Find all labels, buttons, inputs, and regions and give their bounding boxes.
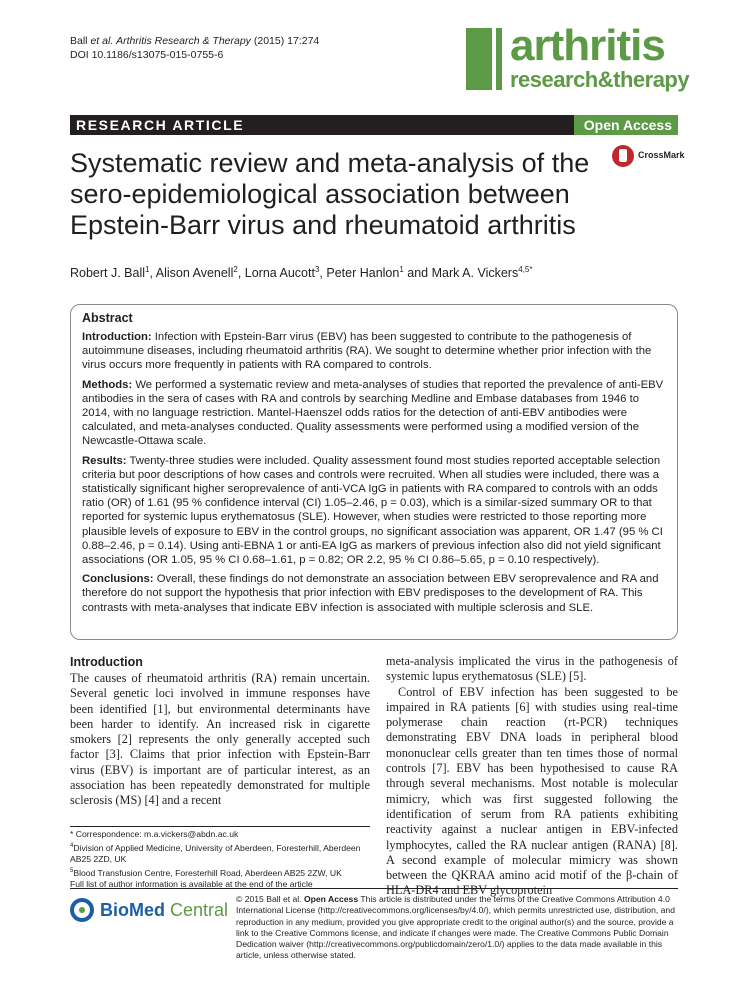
affiliation-text: Blood Transfusion Centre, Foresterhill Road, Aberdeen AB25 2ZW, UK — [73, 867, 342, 878]
body-paragraph: The causes of rheumatoid arthritis (RA) remain uncertain. Several genetic loci involved in immune responses have been identified [1], but environmental determinants have been harder to identify. An increased risk in cigarette smokers [2] represents the only generally accepted such factor [3]. Claims that prior infection with Epstein-Barr virus (EBV) is important are of particular interest, as an association has been repeatedly demonstrated for multiple sclerosis (MS) [4] and a recent — [70, 671, 370, 808]
logo-bar-thin — [496, 28, 502, 90]
logo-word-research-therapy: research&therapy — [510, 67, 690, 92]
body-column-right — [386, 654, 678, 899]
copyright-prefix: © 2015 Ball et al. — [236, 894, 302, 904]
body-paragraph: meta-analysis implicated the virus in the pathogenesis of systemic lupus erythematosus (SLE) [5]. — [386, 654, 678, 684]
abstract-box — [70, 304, 678, 640]
author-name[interactable]: Lorna Aucott — [244, 266, 315, 281]
abstract-heading: Abstract — [82, 311, 133, 325]
abstract-methods-label: Methods: — [82, 378, 133, 391]
license-open-access: Open Access — [303, 894, 359, 904]
affiliation-number: 4 — [70, 842, 74, 849]
author-affiliation: 1 — [399, 265, 404, 274]
abstract-methods — [82, 378, 666, 449]
bmc-word-biomed: BioMed — [100, 900, 165, 920]
affiliation-note — [70, 866, 370, 879]
author-name[interactable]: Alison Avenell — [155, 266, 234, 281]
author-info-note: Full list of author information is available at the end of the article — [70, 879, 313, 890]
citation-line — [70, 34, 319, 48]
citation-block — [70, 34, 319, 62]
open-access-badge: Open Access — [574, 115, 678, 135]
abstract-introduction — [82, 330, 666, 373]
author-affiliation: 2 — [233, 265, 238, 274]
crossmark-label: CrossMark — [638, 150, 685, 160]
body-column-left — [70, 654, 370, 809]
affiliation-number: 5 — [70, 867, 74, 874]
license-statement — [236, 894, 678, 962]
citation-journal: Arthritis Research & Therapy — [116, 35, 251, 47]
affiliation-text: Division of Applied Medicine, University of Aberdeen, Foresterhill, Aberdeen AB25 2ZD, UK — [70, 842, 361, 865]
author-list: Robert J. Ball$^1$, Alison Avenell$^2$, Lorna Aucott$^3$, Peter Hanlon$^1$ and Mark A. Vickers$^{4,5*}$ — [70, 265, 533, 281]
doi[interactable]: DOI 10.1186/s13075-015-0755-6 — [70, 49, 224, 61]
abstract-intro-label: Introduction: — [82, 331, 152, 343]
abstract-conclusions — [82, 572, 666, 615]
abstract-results-label: Results: — [82, 454, 127, 467]
biomed-central-wordmark — [100, 899, 228, 921]
author-affiliation: 3 — [314, 265, 320, 274]
author-name[interactable]: Mark A. Vickers — [431, 266, 519, 281]
footnotes — [70, 826, 370, 891]
author-name[interactable]: Robert J. Ball — [70, 266, 146, 281]
license-text: This article is distributed under the terms of the Creative Commons Attribution 4.0 International License (http://creativecommons.org/licenses/by/4.0/), which permits unrestricted use, distribution, and reproduction in any medium, provided you give appropriate credit to the original author(s) and the source, provide a link to the Creative Commons license, and indicate if changes were made. The Creative Commons Public Domain Dedication waiver (http://creativecommons.org/publicdomain/zero/1.0/) applies to the data made available in this article, unless otherwise stated. — [236, 894, 675, 961]
article-type-banner — [70, 115, 678, 135]
author-affiliation: 1 — [145, 265, 150, 274]
crossmark-icon — [612, 145, 634, 167]
crossmark-badge[interactable] — [612, 145, 692, 169]
article-type: RESEARCH ARTICLE — [76, 117, 245, 133]
article-title: Systematic review and meta-analysis of the sero-epidemiological association between Epstein-Barr virus and rheumatoid arthritis — [70, 148, 590, 240]
author-affiliation: 4,5* — [518, 265, 533, 274]
author-name[interactable]: Peter Hanlon — [326, 266, 400, 281]
citation-authors: Ball — [70, 35, 88, 47]
abstract-conclusions-text: Overall, these findings do not demonstrate an association between EBV seroprevalence and RA and therefore do not support the hypothesis that prior infection with EBV predisposes to the development of RA. This contrasts with meta-analyses that indicate EBV infection is associated with multiple sclerosis and SLE. — [82, 573, 659, 614]
logo-word-arthritis: arthritis — [510, 21, 665, 70]
citation-year-volume: (2015) 17:274 — [253, 35, 320, 47]
citation-etal: et al. — [90, 35, 114, 47]
abstract-results — [82, 454, 666, 568]
biomed-central-icon — [70, 898, 94, 922]
body-paragraph: Control of EBV infection has been suggested to be impaired in RA patients [6] with studies using real-time polymerase chain reaction (rt-PCR) techniques demonstrating EBV DNA loads in peripheral blood mononuclear cells greater than ten times those of normal controls [7]. EBV has been hypothesised to cause RA through several mechanisms. Most notable is molecular mimicry, which was first suggested following the identification of serum from RA patients exhibiting reactivity against a nuclear antigen in EBV-infected lymphocytes, called the RA nuclear antigen (RANA) [8]. A second example of molecular mimicry was shown between the QKRAA amino acid motif of the β-chain of HLA-DR4 and EBV glycoprotein — [386, 684, 678, 898]
abstract-intro-text: Infection with Epstein-Barr virus (EBV) has been suggested to contribute to the pathogenesis of autoimmune diseases, including rheumatoid arthritis (RA). We sought to determine whether prior infection with the virus occurs more frequently in patients with RA compared to controls. — [82, 331, 652, 372]
abstract-methods-text: We performed a systematic review and meta-analyses of studies that reported the prevalence of anti-EBV antibodies in the sera of cases with RA and controls by searching Medline and Embase databases from 1946 to 2014, with no language restriction. Mantel-Haenszel odds ratios for the detection of anti-EBV antibodies were calculated, and meta-analyses conducted. Quality assessments were performed using a modified version of the Newcastle-Ottawa scale. — [82, 378, 664, 448]
introduction-heading: Introduction — [70, 655, 143, 669]
footer-divider — [70, 888, 678, 889]
bmc-word-central: Central — [165, 900, 229, 920]
affiliation-note — [70, 841, 370, 866]
abstract-conclusions-label: Conclusions: — [82, 573, 154, 586]
correspondence-note[interactable]: * Correspondence: m.a.vickers@abdn.ac.uk — [70, 829, 239, 839]
biomed-central-logo[interactable] — [70, 896, 229, 926]
logo-bar — [466, 28, 492, 90]
journal-logo — [466, 21, 690, 98]
abstract-results-text: Twenty-three studies were included. Quality assessment found most studies reported acceptable selection criteria but poor descriptions of how cases and controls were recruited. When all studies were included, there was a statistically significant higher seroprevalence of anti-VCA IgG in patients with RA compared to controls with an odds ratio (OR) of 1.61 (95 % confidence interval (CI) 1.05–2.46, p = 0.03), which is a similar-sized summary OR to that reported for systemic lupus erythematosus (SLE). However, when studies were restricted to those reporting more plausible levels of exposure to EBV in the control groups, no significant association was apparent, OR 1.47 (95 % CI 0.88–2.46, p = 0.14). Using anti-EBNA 1 or anti-EA IgG as markers of previous infection also did not yield significant associations (OR 1.05, 95 % CI 0.68–1.61, p = 0.82; OR 2.2, 95 % CI 0.86–5.65, p = 0.10 respectively). — [82, 454, 663, 567]
